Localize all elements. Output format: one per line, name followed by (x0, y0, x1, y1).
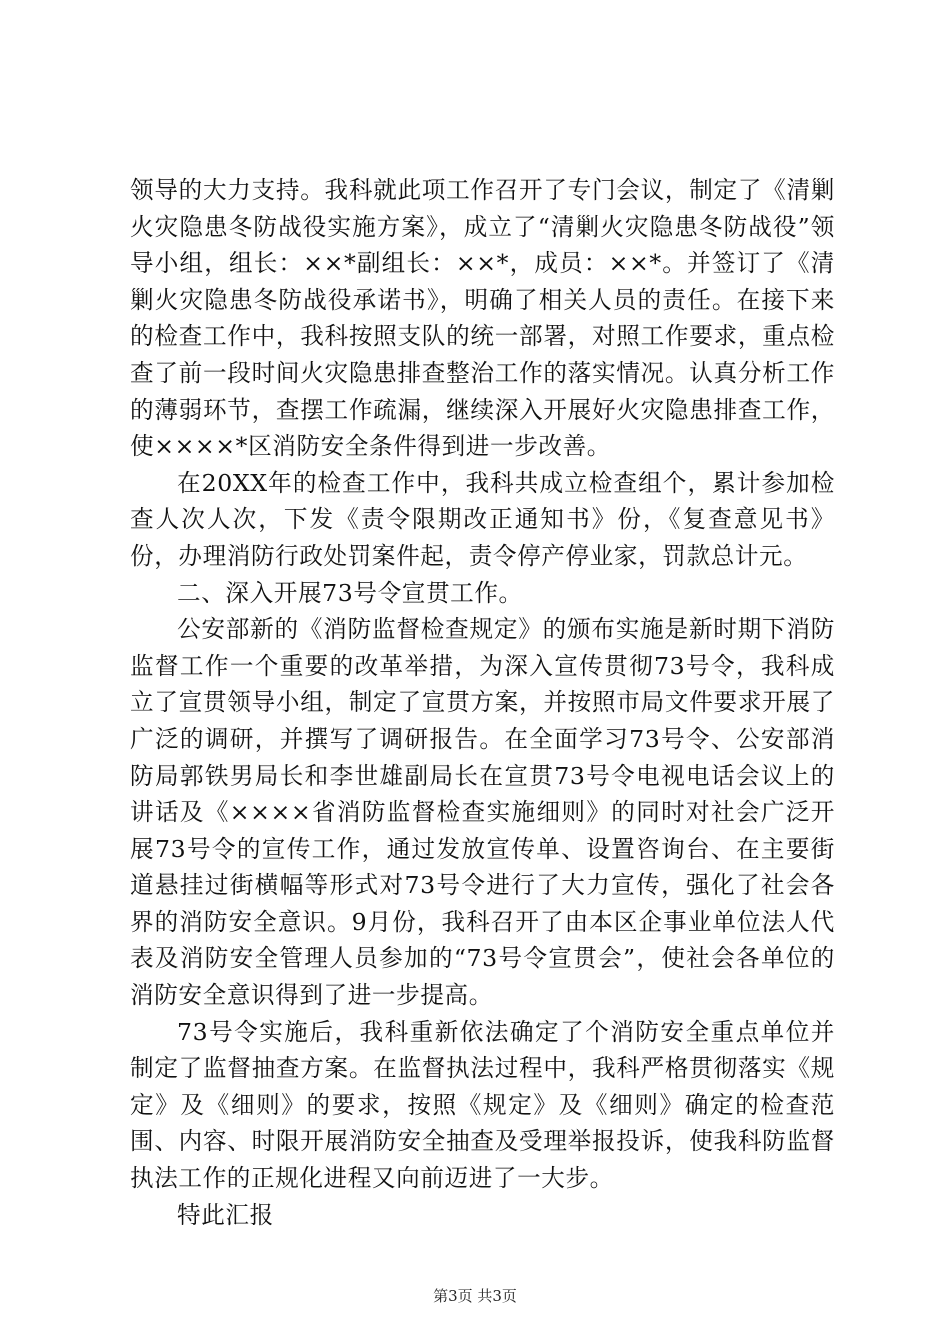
paragraph-73-order-publicity: 公安部新的《消防监督检查规定》的颁布实施是新时期下消防监督工作一个重要的改革举措，为深入宣传贯彻73号令，我科成立了宣贯领导小组，制定了宣贯方案，并按照市局文件要求开展了广泛的调研，并撰写了调研报告。在全面学习73号令、公安部消防局郭铁男局长和李世雄副局长在宣贯73号令电视电话会议上的讲话及《××××省消防监督检查实施细则》的同时对社会广泛开展73号令的宣传工作，通过发放宣传单、设置咨询台、在主要街道悬挂过街横幅等形式对73号令进行了大力宣传，强化了社会各界的消防安全意识。9月份，我科召开了由本区企事业单位法人代表及消防安全管理人员参加的“73号令宣贯会”，使社会各单位的消防安全意识得到了进一步提高。 (130, 615, 835, 1010)
paragraph-73-order-implementation: 73号令实施后，我科重新依法确定了个消防安全重点单位并制定了监督抽查方案。在监督执法过程中，我科严格贯彻落实《规定》及《细则》的要求，按照《规定》及《细则》确定的检查范围、内容、时限开展消防安全抽查及受理举报投诉，使我科防监督执法工作的正规化进程又向前迈进了一大步。 (130, 1017, 835, 1193)
document-body (130, 172, 835, 1233)
paragraph-continuation: 领导的大力支持。我科就此项工作召开了专门会议，制定了《清剿火灾隐患冬防战役实施方案》，成立了“清剿火灾隐患冬防战役”领导小组，组长：××*副组长：××*，成员：××*。并签订了《清剿火灾隐患冬防战役承诺书》，明确了相关人员的责任。在接下来的检查工作中，我科按照支队的统一部署，对照工作要求，重点检查了前一段时间火灾隐患排查整治工作的落实情况。认真分析工作的薄弱环节，查摆工作疏漏，继续深入开展好火灾隐患排查工作，使××××*区消防安全条件得到进一步改善。 (130, 176, 835, 461)
section-heading-73-order: 二、深入开展73号令宣贯工作。 (177, 578, 523, 607)
page-number-footer: 第3页 共3页 (433, 1287, 517, 1305)
paragraph-inspection-stats: 在20XX年的检查工作中，我科共成立检查组个，累计参加检查人次人次，下发《责令限期改正通知书》份，《复查意见书》份，办理消防行政处罚案件起，责令停产停业家，罚款总计元。 (130, 468, 835, 570)
closing-remark: 特此汇报 (177, 1200, 274, 1229)
